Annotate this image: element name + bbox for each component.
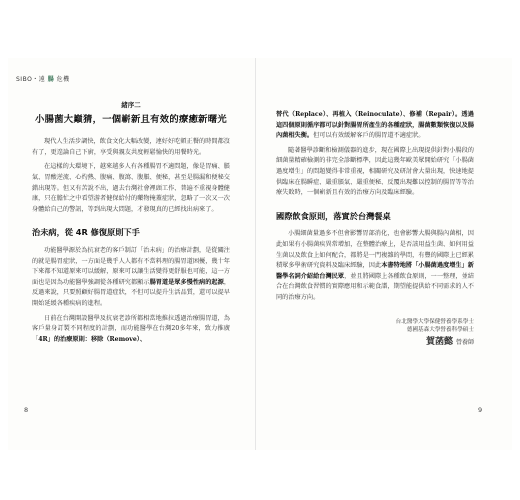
page-title: 小腸菌大巔猜，一個嶄新且有效的療癒新曙光 [35,113,227,125]
paragraph: 日前在台灣開設醫學及抗衰老診所都相當地推拉透過治療腸胃道，為客戶量身訂製不同程度的計劃，而功能醫學在台灣20多年來，致力推廣「4R」的治療原則：移除（Remove）、 [32,314,230,343]
page-number-left: 8 [24,406,29,414]
preface-label: 緒序二 [121,101,141,109]
paragraph: 替代（Replace）、再植入（Reinoculate）、修補（Repair）。透過這四個原則循序都可以針對腸胃所產生的各種症狀，腸菌數類恢復以及腸內菌相失衡。但可以有效緩解客戶的腸胃道不適症狀。 [276,111,474,140]
paragraph: 小腸細菌量過多不但會影響胃部消化，也會影響大腸與腸內菌相，因此如果有小腸菌疾異常增加，在整體治療上，是否該用益生菌、如何用益生菌以及飲食上如何配合，都將是一門複雜的學問，有豐的國際上已經累積眾多學術研究資料及臨床經驗，因此本書特地將「小腸菌過度增生」新醫學名詞介紹給台灣民眾，並且將國際上各種飲食原則，一一整理，並結合在台灣飲食習慣的實際應用和示範食譜，期望能提供給不同需求的人不同的治療方向。 [276,230,474,301]
running-head-suffix: 危機 [56,76,70,83]
section-heading: 治未病，從 4R 修復原則下手 [32,227,140,238]
paragraph: 功能醫學源於為抗衰老的客戶制訂「治未病」的治療計劃，是從關注的就是腸胃症狀，一方面是幾乎人人都有不當料理的腸胃道困擾，幾十年下來都不知道原來可以緩解，原來可以讓生活變得更舒服也可能，這一方面也是因為功能醫學強調從各種研究都顯示腸胃道是眾多慢性病的起源，反過來說，只要照顧好腸胃道症狀，不但可以提升生活品質，還可以提早開始延緩各種疾病的進程。 [32,246,230,307]
running-head [16,74,70,83]
highlight-text: 4R [38,335,48,343]
section-heading: 國際飲食原則，落實於台灣餐桌 [276,210,391,221]
right-page [276,110,474,347]
signature-name: 賀菡懿 營養師 [425,336,474,347]
running-head-prefix: SIBO・遠 [16,76,46,83]
paragraph: 在這樣的大環境下，越來越多人有各種腸胃不適問題，像是胃痛、脹氣、胃酸逆流、心灼熱、腹痛、腹瀉、腹脹、便秘，甚至是腸漏和便秘交錯出現等。但又有苦說不出，過去台灣社會裡頭工作、普遍不重視身體健康，只在膽忙之中看望游者健保給付的藥物掩蓋症狀，忽略了一次又一次身體給自己的警訊，等到出現大問題，才發現真的已經找出病來了。 [32,163,230,213]
signature-title: 營養師 [455,338,474,346]
signature-credential: 台北醫學大學保健營養學系學士 [395,318,474,325]
signature-block [276,318,474,348]
left-page [32,100,230,349]
signature-credential: 德國基森大學營養科學碩士 [406,327,474,333]
running-head-accent: 腸 [47,76,55,83]
highlight-text: 本書特地將「小腸菌過度增生」新醫學名詞介紹給台灣民眾 [276,262,474,280]
book-spine [255,58,256,450]
paragraph: 隨著醫學診斷和檢測儀器的進步，現在國際上出現提供針對小腸段的細菌量精確檢測的非完全診斷標準，因此這幾年歐美眾開始研究「小腸菌過度增生」的問題變得非常重視，相關研究及研討會大量出現，快速地提供臨床在腸瞬症、嚴重脹氣、嚴重便秘、反覆出現難以控制的腸胃等等治療失敗時，一個嶄新且有效的治療方向及臨床經驗。 [276,146,474,197]
highlight-text: 腸胃道是眾多慢性病的起源 [149,278,224,286]
page-number-right: 9 [478,406,483,414]
paragraph: 現代人生活步調快，飲食文化大幅改變，連好好吃頓正餐的時間都沒有了，更遑論自己下廚，享受與親友共度輕鬆愉快的用餐時光。 [32,138,230,156]
